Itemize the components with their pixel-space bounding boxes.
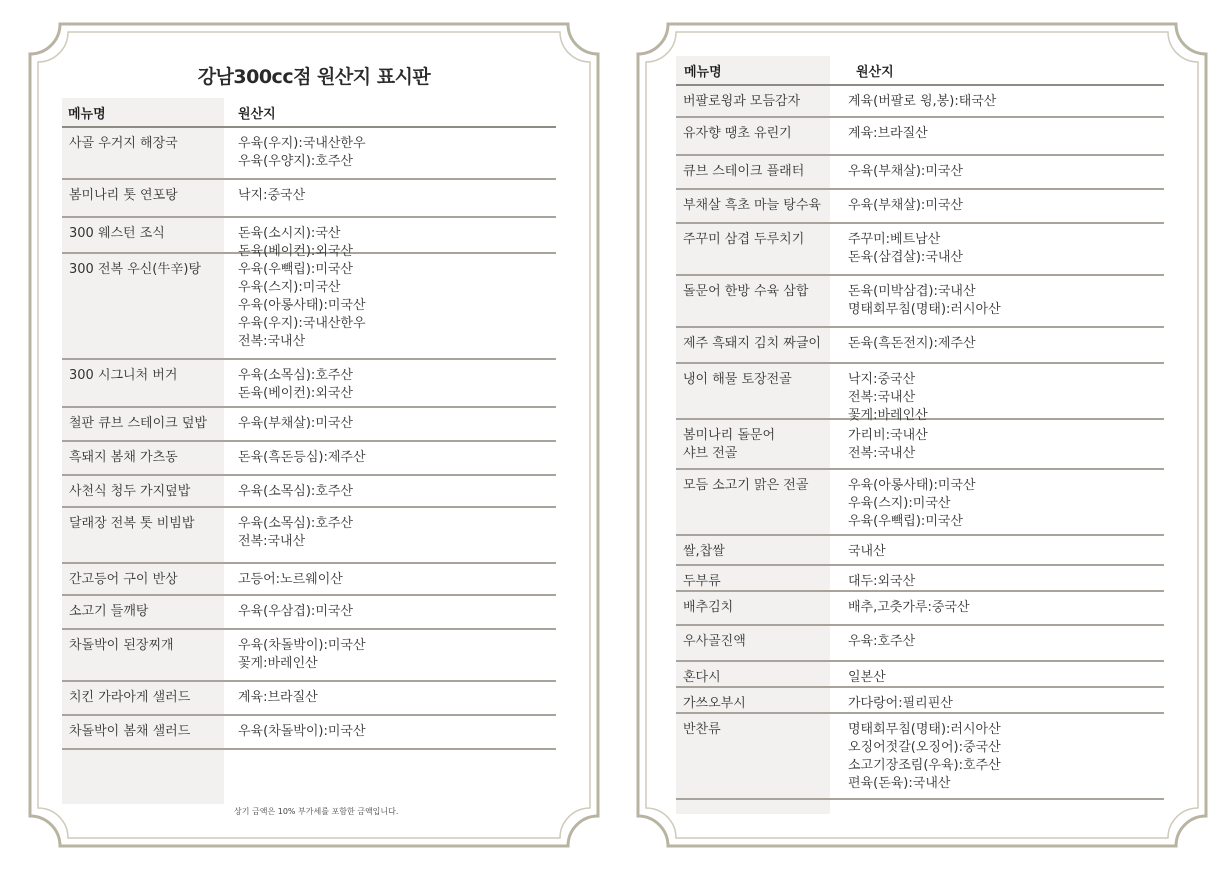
- origin-line: 우육(우빽립):미국산: [238, 262, 353, 277]
- origin-line: 낙지:중국산: [238, 188, 306, 203]
- origin-line: 가리비:국내산: [848, 428, 928, 443]
- menu-name: 사천식 청두 가지덮밥: [69, 484, 191, 499]
- table-row: [62, 476, 556, 508]
- origin-info: [848, 125, 928, 143]
- table-row: [62, 128, 556, 180]
- menu-name: 차돌박이 봄채 샐러드: [69, 724, 191, 739]
- origin-info: [848, 231, 963, 267]
- origin-info: [238, 415, 353, 433]
- origin-line: 돈육(흑돈등심):제주산: [238, 450, 366, 465]
- origin-info: [238, 187, 305, 205]
- table-row: [676, 118, 1164, 156]
- origin-info: [238, 367, 353, 403]
- origin-line: 명태회무침(명태):러시아산: [848, 302, 1001, 317]
- origin-line: 대두:외국산: [848, 574, 916, 589]
- origin-line: 오징어젓갈(오징어):중국산: [848, 740, 1001, 755]
- table-row: [676, 190, 1164, 224]
- origin-line: 돈육(베이컨):외국산: [238, 244, 353, 259]
- menu-name: [683, 427, 775, 463]
- menu-name: 버팔로윙과 모듬감자: [683, 94, 801, 109]
- origin-line: 우육(우지):국내산한우: [238, 316, 366, 331]
- table-row: [62, 716, 556, 750]
- origin-line: 우육(아롱사태):미국산: [238, 298, 366, 313]
- vat-note: 상기 금액은 10% 부가세를 포함한 금액입니다.: [234, 807, 399, 816]
- left-origin-table: [62, 98, 556, 804]
- origin-line: 돈육(미박삼겹):국내산: [848, 284, 976, 299]
- table-row: [676, 420, 1164, 470]
- left-origin-board: [28, 22, 600, 848]
- menu-name: 배추김치: [683, 600, 734, 615]
- origin-line: 배추,고춧가루:중국산: [848, 600, 970, 615]
- menu-name: 우사골진액: [683, 634, 746, 649]
- menu-name: 유자향 땡초 유린기: [683, 126, 792, 141]
- table-row: [676, 364, 1164, 423]
- origin-line: 전복:국내산: [238, 534, 306, 549]
- table-row: [676, 714, 1164, 800]
- origin-line: 고등어:노르웨이산: [238, 572, 343, 587]
- menu-name: 반찬류: [683, 722, 721, 737]
- table-row: [676, 224, 1164, 276]
- origin-info: [848, 573, 915, 591]
- table-row: [62, 564, 556, 596]
- menu-name: 간고등어 구이 반상: [69, 572, 178, 587]
- table-row: [676, 662, 1164, 688]
- origin-info: [238, 261, 366, 351]
- table-row: [676, 276, 1164, 328]
- menu-name: 혼다시: [683, 670, 721, 685]
- table-row: [62, 596, 556, 630]
- menu-name: 모듬 소고기 맑은 전골: [683, 478, 809, 493]
- origin-line: 소고기장조림(우육):호주산: [848, 758, 1001, 773]
- origin-info: [238, 723, 366, 741]
- origin-info: [848, 371, 928, 425]
- origin-line: 우육(아롱사태):미국산: [848, 478, 976, 493]
- origin-info: [238, 603, 353, 621]
- origin-line: 돈육(베이컨):외국산: [238, 386, 353, 401]
- origin-info: [848, 633, 915, 651]
- origin-line: 우육(우지):국내산한우: [238, 136, 366, 151]
- menu-name: 가쓰오부시: [683, 696, 746, 711]
- menu-name: 봄미나리 톳 연포탕: [69, 188, 178, 203]
- origin-line: 우육(우양지):호주산: [238, 154, 353, 169]
- origin-info: [238, 689, 318, 707]
- menu-name: 주꾸미 삼겹 두루치기: [683, 232, 805, 247]
- origin-column-header: 원산지: [238, 107, 276, 122]
- menu-name: 300 전복 우신(牛辛)탕: [69, 262, 202, 277]
- table-header: [676, 56, 1164, 86]
- table-row: [62, 180, 556, 218]
- table-row: [62, 630, 556, 682]
- menu-column-header: 메뉴명: [68, 107, 106, 122]
- menu-name: 냉이 해물 토장전골: [683, 372, 792, 387]
- origin-line: 전복:국내산: [848, 446, 916, 461]
- origin-info: [848, 599, 970, 617]
- origin-line: 전복:국내산: [238, 334, 306, 349]
- origin-line: 돈육(흑돈전지):제주산: [848, 336, 976, 351]
- table-row: [676, 470, 1164, 536]
- origin-line: 전복:국내산: [848, 390, 916, 405]
- menu-name: 쌀,찹쌀: [683, 544, 725, 559]
- origin-info: [238, 483, 353, 501]
- origin-info: [848, 695, 953, 713]
- right-origin-board: [636, 22, 1208, 848]
- table-row: [676, 536, 1164, 566]
- table-row: [676, 626, 1164, 662]
- origin-info: [848, 427, 928, 463]
- origin-info: [848, 163, 963, 181]
- origin-info: [848, 477, 976, 531]
- origin-line: 우육(부채살):미국산: [848, 198, 963, 213]
- origin-info: [848, 543, 886, 561]
- table-row: [676, 328, 1164, 364]
- table-row: [676, 688, 1164, 714]
- origin-info: [238, 515, 353, 551]
- menu-name: 300 웨스턴 조식: [69, 226, 165, 241]
- menu-name: 달래장 전복 톳 비빔밥: [69, 516, 195, 531]
- origin-line: 꽃게:바레인산: [848, 408, 928, 423]
- menu-name: 치킨 가라아게 샐러드: [69, 690, 191, 705]
- origin-line: 우육(부채살):미국산: [848, 164, 963, 179]
- menu-name: 차돌박이 된장찌개: [69, 638, 174, 653]
- table-row: [62, 682, 556, 716]
- origin-line: 꽃게:바레인산: [238, 656, 318, 671]
- origin-line: 우육(차돌박이):미국산: [238, 638, 366, 653]
- menu-column-header: 메뉴명: [684, 65, 722, 80]
- table-header: [62, 98, 556, 128]
- origin-info: [238, 449, 366, 467]
- origin-line: 우육(우빽립):미국산: [848, 514, 963, 529]
- origin-column-header: 원산지: [856, 65, 894, 80]
- origin-line: 가다랑어:필리핀산: [848, 696, 953, 711]
- origin-line: 우육(소목심):호주산: [238, 368, 353, 383]
- menu-name: 돌문어 한방 수육 삼합: [683, 284, 809, 299]
- origin-line: 편육(돈육):국내산: [848, 776, 951, 791]
- menu-name-line: 봄미나리 돌문어: [683, 428, 776, 443]
- menu-name: 철판 큐브 스테이크 덮밥: [69, 416, 207, 431]
- origin-line: 일본산: [848, 670, 886, 685]
- origin-info: [238, 637, 366, 673]
- origin-line: 계육(버팔로 윙,봉):태국산: [848, 94, 997, 109]
- menu-name: 두부류: [683, 574, 721, 589]
- origin-line: 우육:호주산: [848, 634, 916, 649]
- menu-name: 흑돼지 봄채 가츠동: [69, 450, 178, 465]
- origin-line: 우육(스지):미국산: [848, 496, 951, 511]
- table-row: [62, 218, 556, 259]
- table-row: [676, 592, 1164, 626]
- menu-name: 300 시그니처 버거: [69, 368, 178, 383]
- right-origin-table: [676, 56, 1164, 814]
- origin-line: 돈육(소시지):국산: [238, 226, 341, 241]
- table-row: [62, 408, 556, 442]
- menu-name-line: 샤브 전골: [683, 446, 738, 461]
- origin-info: [238, 135, 366, 171]
- origin-info: [848, 93, 996, 111]
- menu-name: 큐브 스테이크 플래터: [683, 164, 805, 179]
- origin-info: [238, 571, 343, 589]
- origin-line: 돈육(삼겹살):국내산: [848, 250, 963, 265]
- origin-line: 계육:브라질산: [238, 690, 318, 705]
- table-row: [62, 508, 556, 564]
- table-row: [676, 156, 1164, 190]
- origin-line: 우육(소목심):호주산: [238, 516, 353, 531]
- origin-line: 우육(스지):미국산: [238, 280, 341, 295]
- table-row: [62, 254, 556, 360]
- menu-name: 소고기 들깨탕: [69, 604, 149, 619]
- origin-info: [848, 335, 976, 353]
- origin-info: [848, 669, 886, 687]
- origin-line: 명태회무침(명태):러시아산: [848, 722, 1001, 737]
- origin-line: 우육(부채살):미국산: [238, 416, 353, 431]
- table-row: [676, 86, 1164, 118]
- menu-name: 부채살 흑초 마늘 탕수육: [683, 198, 821, 213]
- origin-line: 계육:브라질산: [848, 126, 928, 141]
- table-row: [676, 566, 1164, 592]
- menu-name: 사골 우거지 해장국: [69, 136, 178, 151]
- menu-name: 제주 흑돼지 김치 짜글이: [683, 336, 821, 351]
- origin-line: 우육(소목심):호주산: [238, 484, 353, 499]
- table-row: [62, 442, 556, 476]
- table-row: [62, 360, 556, 408]
- board-title: 강남300cc점 원산지 표시판: [197, 66, 431, 88]
- origin-info: [848, 283, 1001, 319]
- origin-line: 우육(차돌박이):미국산: [238, 724, 366, 739]
- origin-info: [848, 197, 963, 215]
- origin-info: [848, 721, 1001, 793]
- origin-line: 낙지:중국산: [848, 372, 916, 387]
- origin-line: 주꾸미:베트남산: [848, 232, 941, 247]
- origin-line: 국내산: [848, 544, 886, 559]
- origin-line: 우육(우삼겹):미국산: [238, 604, 353, 619]
